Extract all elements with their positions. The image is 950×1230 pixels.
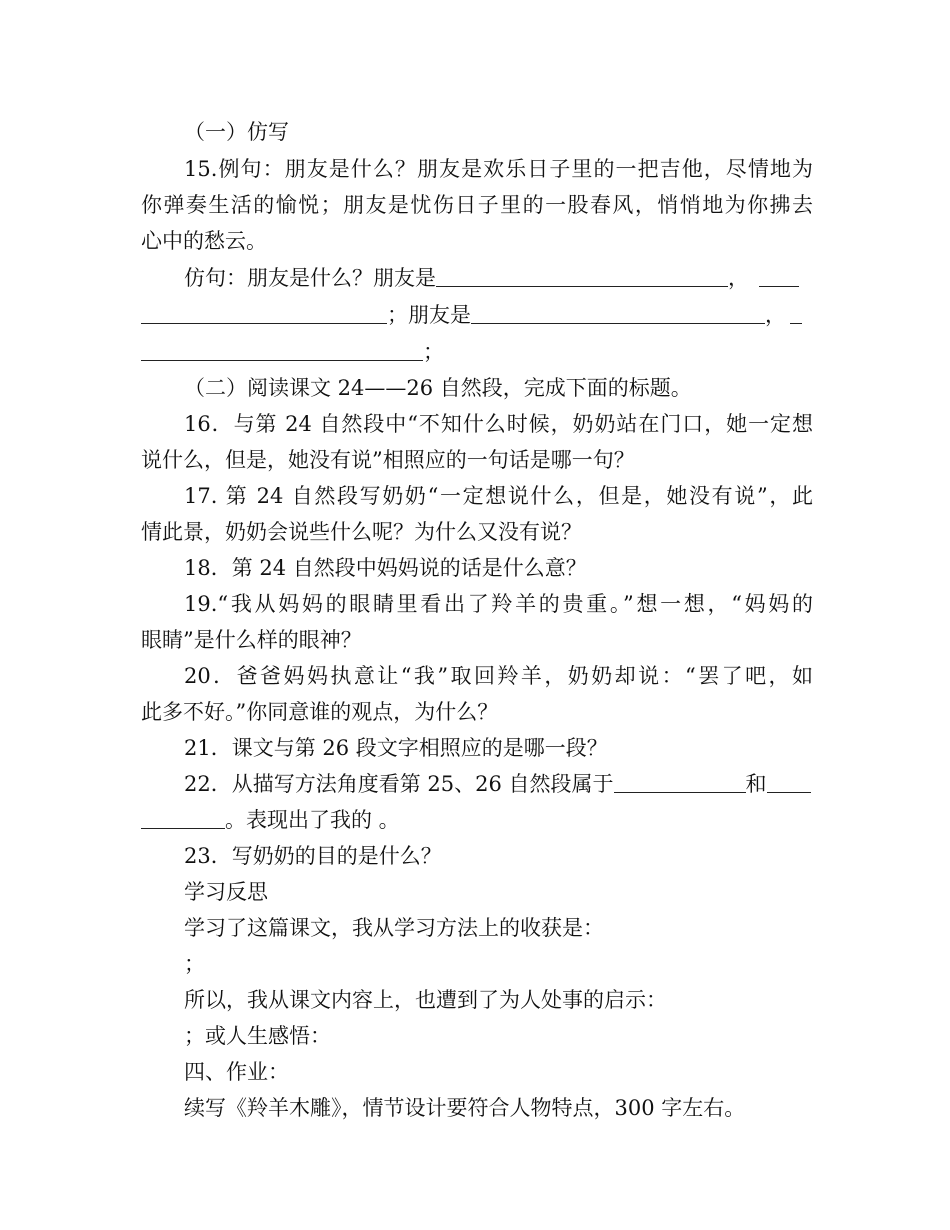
question-15-line-1: 15.例句：朋友是什么？朋友是欢乐日子里的一把吉他，尽情地为 — [184, 157, 813, 181]
reflection-line-2: ； — [184, 952, 205, 976]
imitation-prefix: 仿句：朋友是什么？朋友是 — [184, 266, 436, 290]
answer-blank[interactable] — [141, 338, 423, 361]
question-17-line-2: 情此景，奶奶会说些什么呢？为什么又没有说？ — [141, 520, 582, 544]
reflection-line-1: 学习了这篇课文，我从学习方法上的收获是： — [184, 916, 604, 940]
answer-blank[interactable] — [790, 301, 802, 324]
answer-blank[interactable] — [141, 301, 387, 324]
end-semicolon: ； — [423, 340, 444, 364]
question-16-line-2: 说什么，但是，她没有说”相照应的一句话是哪一句？ — [141, 448, 635, 472]
answer-blank[interactable] — [767, 770, 811, 793]
section-one-heading: （一）仿写 — [184, 120, 289, 144]
semicolon-friend: ；朋友是 — [387, 303, 471, 327]
answer-blank[interactable] — [141, 806, 225, 829]
homework-heading: 四、作业： — [184, 1060, 289, 1084]
question-23: 23．写奶奶的目的是什么？ — [184, 844, 442, 868]
section-two-heading: （二）阅读课文 24——26 自然段，完成下面的标题。 — [184, 376, 692, 400]
question-20-line-1: 20．爸爸妈妈执意让“我”取回羚羊，奶奶却说：“罢了吧，如 — [184, 664, 813, 688]
question-19-line-1: 19.“我从妈妈的眼睛里看出了羚羊的贵重。”想一想，“妈妈的 — [184, 592, 813, 616]
answer-blank[interactable] — [759, 264, 799, 287]
question-18: 18．第 24 自然段中妈妈说的话是什么意？ — [184, 556, 587, 580]
imitation-line-3 — [141, 334, 813, 370]
question-15-line-3: 心中的愁云。 — [141, 229, 267, 253]
comma: ， — [728, 266, 749, 290]
question-22-line-2 — [141, 802, 813, 838]
question-16-line-1: 16．与第 24 自然段中“不知什么时候，奶奶站在门口，她一定想 — [184, 412, 813, 436]
reflection-heading: 学习反思 — [184, 880, 268, 904]
question-19-line-2: 眼睛”是什么样的眼神？ — [141, 628, 362, 652]
question-15-line-2: 你弹奏生活的愉悦；朋友是忧伤日子里的一股春风，悄悄地为你拂去 — [141, 193, 813, 217]
comma: ， — [765, 303, 786, 327]
answer-blank[interactable] — [614, 770, 746, 793]
imitation-line-2 — [141, 297, 813, 333]
question-22-prefix: 22．从描写方法角度看第 25、26 自然段属于 — [184, 772, 614, 796]
question-22-suffix: 。表现出了我的 。 — [225, 808, 400, 832]
question-22-line-1 — [184, 766, 813, 802]
reflection-line-4: ；或人生感悟： — [184, 1024, 331, 1048]
question-21: 21．课文与第 26 段文字相照应的是哪一段？ — [184, 736, 608, 760]
question-22-and: 和 — [745, 772, 767, 796]
homework-line-1: 续写《羚羊木雕》，情节设计要符合人物特点，300 字左右。 — [184, 1096, 746, 1120]
reflection-line-3: 所以，我从课文内容上，也遭到了为人处事的启示： — [184, 988, 667, 1012]
answer-blank[interactable] — [471, 301, 765, 324]
question-17-line-1: 17. 第 24 自然段写奶奶“一定想说什么，但是，她没有说”，此 — [184, 484, 813, 508]
answer-blank[interactable] — [436, 264, 728, 287]
question-20-line-2: 此多不好。”你同意谁的观点，为什么？ — [141, 700, 499, 724]
imitation-line-1 — [184, 260, 813, 296]
